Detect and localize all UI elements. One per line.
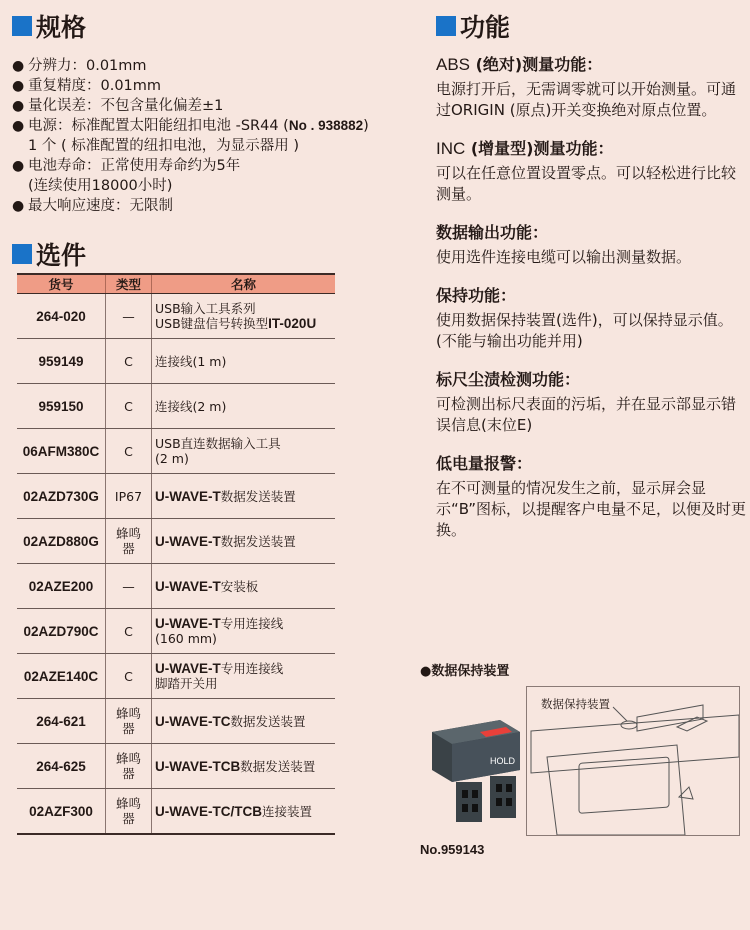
product-name-bold: U-WAVE-T — [155, 616, 221, 631]
spec-item: ● 电池寿命：正常使用寿命约为5年 (连续使用18000小时) — [12, 158, 241, 194]
product-name-bold: U-WAVE-TC/TCB — [155, 803, 262, 819]
cell-code: 264-625 — [17, 744, 106, 789]
options-table — [17, 273, 335, 835]
table-row — [17, 744, 335, 789]
function-heading: 数据输出功能： — [436, 223, 549, 242]
cell-name: U-WAVE-T数据发送装置 — [152, 519, 336, 564]
table-row — [17, 789, 335, 835]
cell-type: 蜂鸣器 — [106, 744, 152, 789]
table-row — [17, 519, 335, 564]
blue-square-icon — [436, 16, 456, 36]
cell-code: 02AZE140C — [17, 654, 106, 699]
cell-name: USB输入工具系列 USB键盘信号转换型IT-020U — [152, 294, 336, 339]
function-description: 在不可测量的情况发生之前，显示屏会显示“B”图标，以提醒客户电量不足，以便及时更换。 — [436, 479, 747, 539]
table-row — [17, 429, 335, 474]
table-row — [17, 294, 335, 339]
cell-type: — — [106, 564, 152, 609]
cell-type: 蜂鸣器 — [106, 789, 152, 835]
cell-type: C — [106, 654, 152, 699]
cell-code: 02AZF300 — [17, 789, 106, 835]
blue-square-icon — [12, 16, 32, 36]
cell-name: U-WAVE-T数据发送装置 — [152, 474, 336, 519]
table-header-row — [17, 274, 335, 294]
cell-name: USB直连数据输入工具 (2 m) — [152, 429, 336, 474]
cell-type: IP67 — [106, 474, 152, 519]
product-name-bold: U-WAVE-TC — [155, 713, 231, 729]
cell-type: C — [106, 429, 152, 474]
cell-code: 264-621 — [17, 699, 106, 744]
table-row — [17, 609, 335, 654]
spec-item: ● 电源：标准配置太阳能纽扣电池 -SR44 (No . 938882) 1 个 ( 标准配置的纽扣电池，为显示器用 ) — [12, 118, 369, 154]
cell-name: 连接线(2 m) — [152, 384, 336, 429]
figure-label: ●数据保持装置 — [420, 664, 510, 679]
cell-code: 959150 — [17, 384, 106, 429]
options-section-title: 选件 — [12, 236, 86, 272]
col-header-name: 名称 — [152, 274, 336, 294]
blue-square-icon — [12, 244, 32, 264]
cell-name: U-WAVE-T专用连接线 脚踏开关用 — [152, 654, 336, 699]
product-name-bold: U-WAVE-T — [155, 488, 221, 504]
product-name-bold: U-WAVE-T — [155, 533, 221, 549]
functions-list — [436, 52, 746, 556]
cell-type: 蜂鸣器 — [106, 519, 152, 564]
cell-type: — — [106, 294, 152, 339]
cell-code: 02AZD790C — [17, 609, 106, 654]
functions-section-title: 功能 — [436, 8, 510, 44]
part-number: No . 938882 — [288, 118, 364, 133]
table-row — [17, 384, 335, 429]
function-description: 使用选件连接电缆可以输出测量数据。 — [436, 248, 692, 266]
model-number: No.959143 — [420, 842, 485, 857]
hold-device-illustration — [420, 710, 530, 835]
function-heading: INC (增量型)测量功能： — [436, 139, 614, 158]
cell-code: 959149 — [17, 339, 106, 384]
cell-code: 02AZD730G — [17, 474, 106, 519]
function-heading: 低电量报警： — [436, 454, 533, 473]
function-description: 电源打开后，无需调零就可以开始测量。可通过ORIGIN (原点)开关变换绝对原点位置。 — [436, 80, 737, 119]
table-row — [17, 474, 335, 519]
spec-item: ● 量化误差：不包含量化偏差±1 — [12, 98, 224, 114]
product-name-bold: U-WAVE-T — [155, 578, 221, 594]
function-heading: 标尺尘渍检测功能： — [436, 370, 581, 389]
cell-name: U-WAVE-T安装板 — [152, 564, 336, 609]
cell-type: 蜂鸣器 — [106, 699, 152, 744]
spec-section-title: 规格 — [12, 8, 86, 44]
spec-item: ● 分辨力：0.01mm — [12, 58, 147, 74]
col-header-code: 货号 — [17, 274, 106, 294]
cell-name: U-WAVE-TC数据发送装置 — [152, 699, 336, 744]
cell-type: C — [106, 609, 152, 654]
table-row — [17, 564, 335, 609]
product-name-bold: U-WAVE-TCB — [155, 758, 241, 774]
spec-item: ● 最大响应速度：无限制 — [12, 198, 173, 214]
cell-name: 连接线(1 m) — [152, 339, 336, 384]
function-description: 使用数据保持装置(选件)，可以保持显示值。 (不能与输出功能并用) — [436, 311, 733, 350]
cell-name: U-WAVE-TC/TCB连接装置 — [152, 789, 336, 835]
function-description: 可以在任意位置设置零点。可以轻松进行比较测量。 — [436, 164, 737, 203]
function-heading: 保持功能： — [436, 286, 517, 305]
hold-label: HOLD — [490, 756, 516, 766]
table-row — [17, 654, 335, 699]
spec-item: ● 重复精度：0.01mm — [12, 78, 162, 94]
col-header-type: 类型 — [106, 274, 152, 294]
function-heading: ABS (绝对)测量功能： — [436, 55, 603, 74]
spec-list — [12, 56, 412, 216]
product-name-bold: U-WAVE-T — [155, 661, 221, 676]
figure-callout: 数据保持装置 — [541, 697, 610, 711]
cell-name: U-WAVE-TCB数据发送装置 — [152, 744, 336, 789]
table-row — [17, 339, 335, 384]
cell-code: 264-020 — [17, 294, 106, 339]
table-row — [17, 699, 335, 744]
function-description: 可检测出标尺表面的污垢，并在显示部显示错误信息(末位E) — [436, 395, 737, 434]
cell-code: 02AZE200 — [17, 564, 106, 609]
cell-code: 06AFM380C — [17, 429, 106, 474]
cell-type: C — [106, 384, 152, 429]
cell-name: U-WAVE-T专用连接线 (160 mm) — [152, 609, 336, 654]
cell-code: 02AZD880G — [17, 519, 106, 564]
cell-type: C — [106, 339, 152, 384]
